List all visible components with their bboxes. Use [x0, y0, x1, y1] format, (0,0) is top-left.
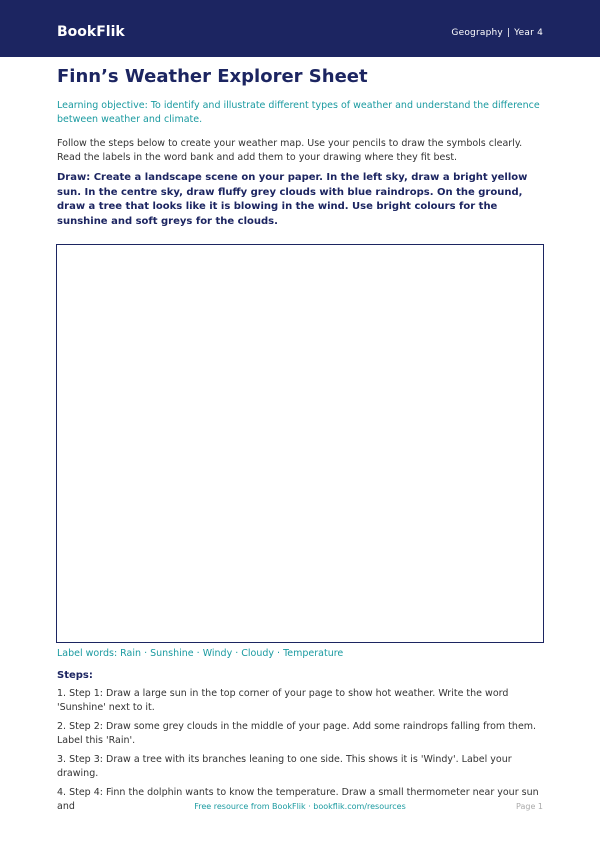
year-label: Year 4 [514, 28, 543, 38]
page-title: Finn’s Weather Explorer Sheet [57, 66, 368, 87]
subject-label: Geography [451, 28, 503, 38]
step-item: 4. Step 4: Finn the dolphin wants to know the temperature. Draw a small thermometer near your sun and [57, 787, 539, 812]
steps-heading: Steps: [57, 670, 93, 681]
step-item: 3. Step 3: Draw a tree with its branches leaning to one side. This shows it is 'Windy'. Label your drawing. [57, 754, 512, 779]
learning-objective: Learning objective: To identify and illustrate different types of weather and understand the difference between weather and climate. [57, 100, 540, 125]
brand-logo[interactable]: BookFlik [57, 24, 125, 40]
drawing-area [56, 244, 544, 643]
steps-list [57, 687, 547, 819]
step-item: 1. Step 1: Draw a large sun in the top corner of your page to show hot weather. Write the word 'Sunshine' next to it. [57, 688, 509, 713]
draw-instruction: Draw: Create a landscape scene on your paper. In the left sky, draw a bright yellow sun. In the centre sky, draw fluffy grey clouds with blue raindrops. On the ground, draw a tree that looks like it is blowing in the wind. Use bright colours for the sunshine and soft greys for the clouds. [57, 172, 528, 227]
header-bar [0, 0, 600, 57]
footer-text[interactable]: Free resource from BookFlik · bookflik.com/resources [194, 802, 406, 811]
intro-text: Follow the steps below to create your weather map. Use your pencils to draw the symbols clearly. Read the labels in the word bank and add them to your drawing where they fit best. [57, 138, 523, 163]
meta-separator: | [506, 28, 511, 38]
label-word-bank: Label words: Rain · Sunshine · Windy · Cloudy · Temperature [57, 648, 344, 659]
step-item: 2. Step 2: Draw some grey clouds in the middle of your page. Add some raindrops falling from them. Label this 'Rain'. [57, 721, 537, 746]
header-meta [451, 28, 543, 38]
page-number: Page 1 [516, 802, 543, 811]
